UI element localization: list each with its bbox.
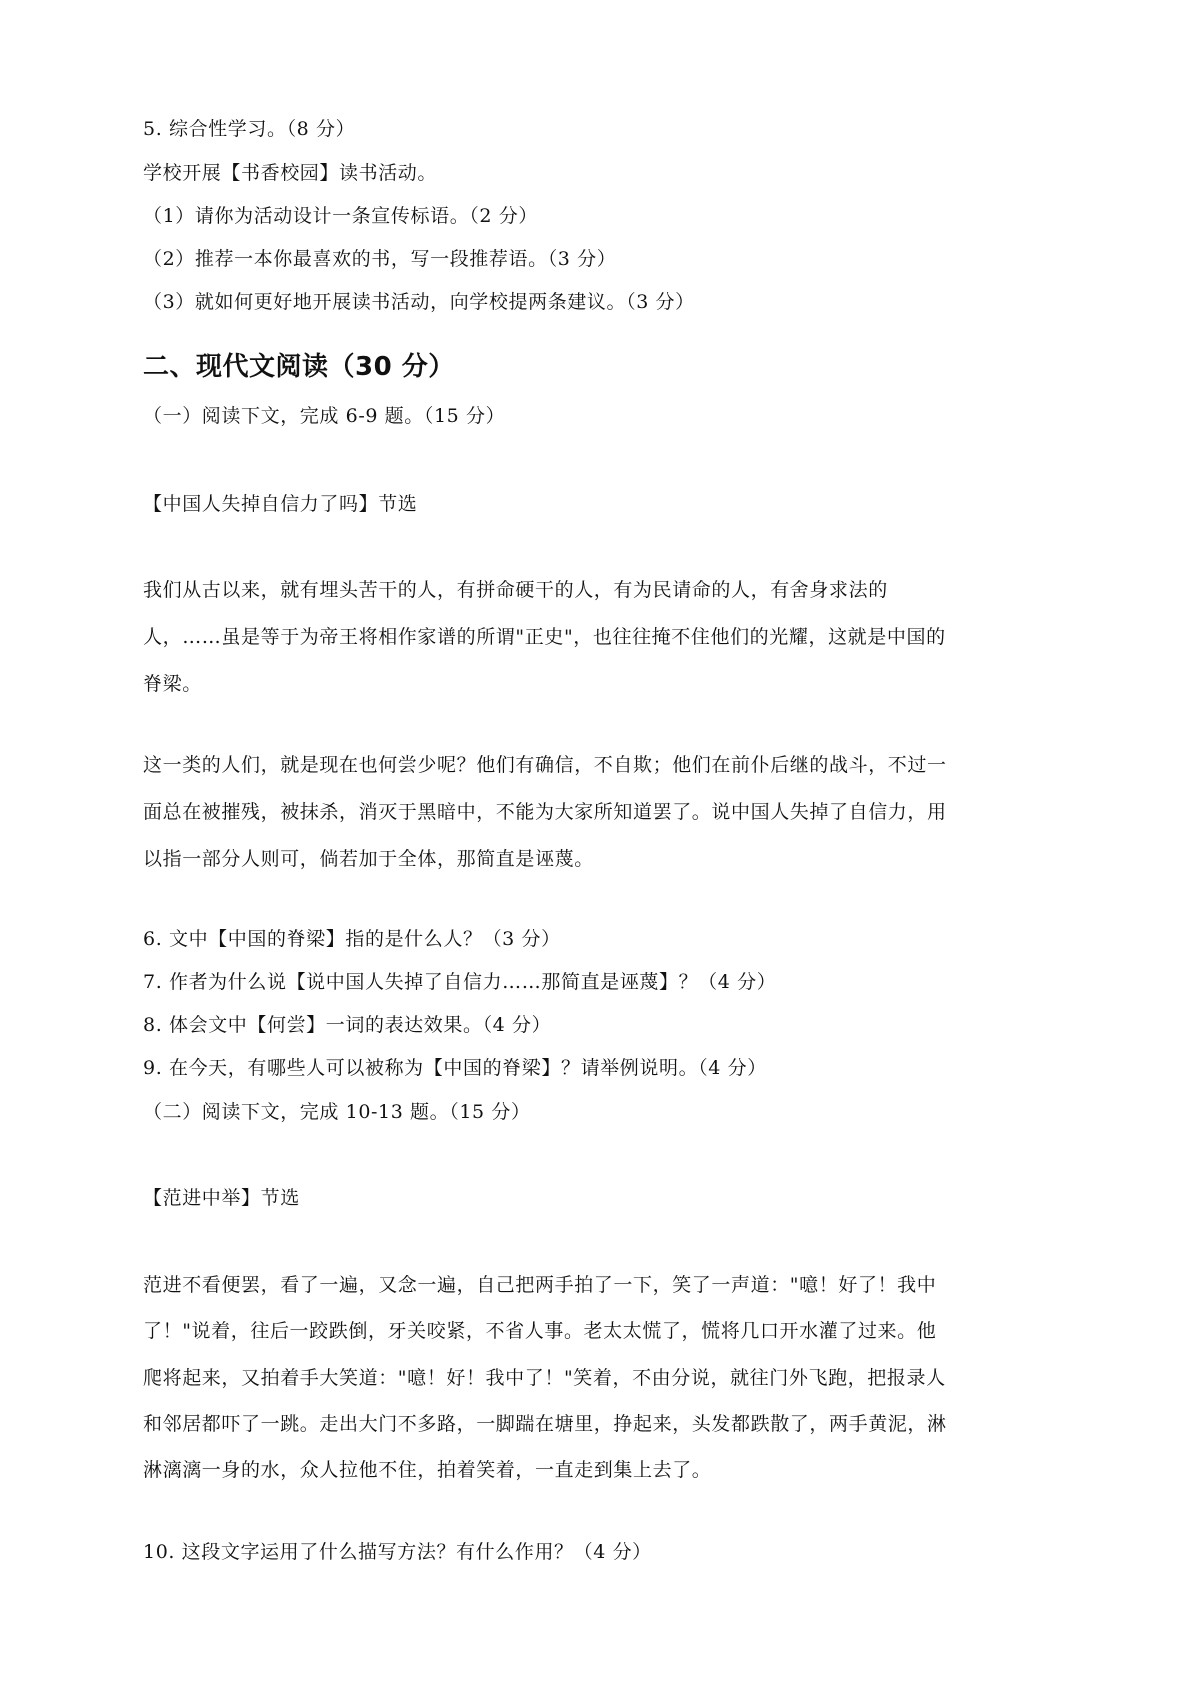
reading-1-para-2-line-3: 以指一部分人则可，倘若加于全体，那简直是诬蔑。 bbox=[143, 848, 594, 870]
question-10: 10. 这段文字运用了什么描写方法？有什么作用？（4 分） bbox=[143, 1541, 652, 1563]
reading-1-instruction: （一）阅读下文，完成 6-9 题。（15 分） bbox=[143, 405, 506, 427]
question-5-intro: 学校开展【书香校园】读书活动。 bbox=[143, 162, 438, 184]
reading-1-para-1-line-3: 脊梁。 bbox=[143, 673, 202, 695]
question-5-item-2: （2）推荐一本你最喜欢的书，写一段推荐语。（3 分） bbox=[143, 248, 617, 270]
reading-2-instruction: （二）阅读下文，完成 10-13 题。（15 分） bbox=[143, 1101, 531, 1123]
question-8: 8. 体会文中【何尝】一词的表达效果。（4 分） bbox=[143, 1014, 552, 1036]
question-7: 7. 作者为什么说【说中国人失掉了自信力……那简直是诬蔑】？（4 分） bbox=[143, 971, 777, 993]
question-5-title: 5. 综合性学习。（8 分） bbox=[143, 118, 356, 140]
reading-1-para-1-line-2: 人，……虽是等于为帝王将相作家谱的所谓"正史"，也往往掩不住他们的光耀，这就是中国的 bbox=[143, 626, 946, 648]
question-6: 6. 文中【中国的脊梁】指的是什么人？（3 分） bbox=[143, 928, 561, 950]
reading-1-title: 【中国人失掉自信力了吗】节选 bbox=[143, 493, 418, 515]
question-9: 9. 在今天，有哪些人可以被称为【中国的脊梁】？请举例说明。（4 分） bbox=[143, 1057, 767, 1079]
reading-1-para-2-line-1: 这一类的人们，就是现在也何尝少呢？他们有确信，不自欺；他们在前仆后继的战斗，不过一 bbox=[143, 754, 947, 776]
reading-2-para-line-2: 了！"说着，往后一跤跌倒，牙关咬紧，不省人事。老太太慌了，慌将几口开水灌了过来。他 bbox=[143, 1320, 937, 1342]
question-5-item-1: （1）请你为活动设计一条宣传标语。（2 分） bbox=[143, 205, 538, 227]
reading-1-para-2-line-2: 面总在被摧残，被抹杀，消灭于黑暗中，不能为大家所知道罢了。说中国人失掉了自信力，用 bbox=[143, 801, 947, 823]
reading-2-para-line-1: 范进不看便罢，看了一遍，又念一遍，自己把两手拍了一下，笑了一声道："噫！好了！我中 bbox=[143, 1274, 937, 1296]
reading-2-para-line-4: 和邻居都吓了一跳。走出大门不多路，一脚踹在塘里，挣起来，头发都跌散了，两手黄泥，淋 bbox=[143, 1413, 947, 1435]
question-5-item-3: （3）就如何更好地开展读书活动，向学校提两条建议。（3 分） bbox=[143, 291, 695, 313]
reading-1-para-1-line-1: 我们从古以来，就有埋头苦干的人，有拼命硬干的人，有为民请命的人，有舍身求法的 bbox=[143, 579, 888, 601]
section-heading-modern-reading: 二、现代文阅读（30 分） bbox=[143, 352, 455, 382]
reading-2-para-line-5: 淋漓漓一身的水，众人拉他不住，拍着笑着，一直走到集上去了。 bbox=[143, 1459, 712, 1481]
reading-2-para-line-3: 爬将起来，又拍着手大笑道："噫！好！我中了！"笑着，不由分说，就往门外飞跑，把报录人 bbox=[143, 1367, 946, 1389]
reading-2-title: 【范进中举】节选 bbox=[143, 1187, 300, 1209]
